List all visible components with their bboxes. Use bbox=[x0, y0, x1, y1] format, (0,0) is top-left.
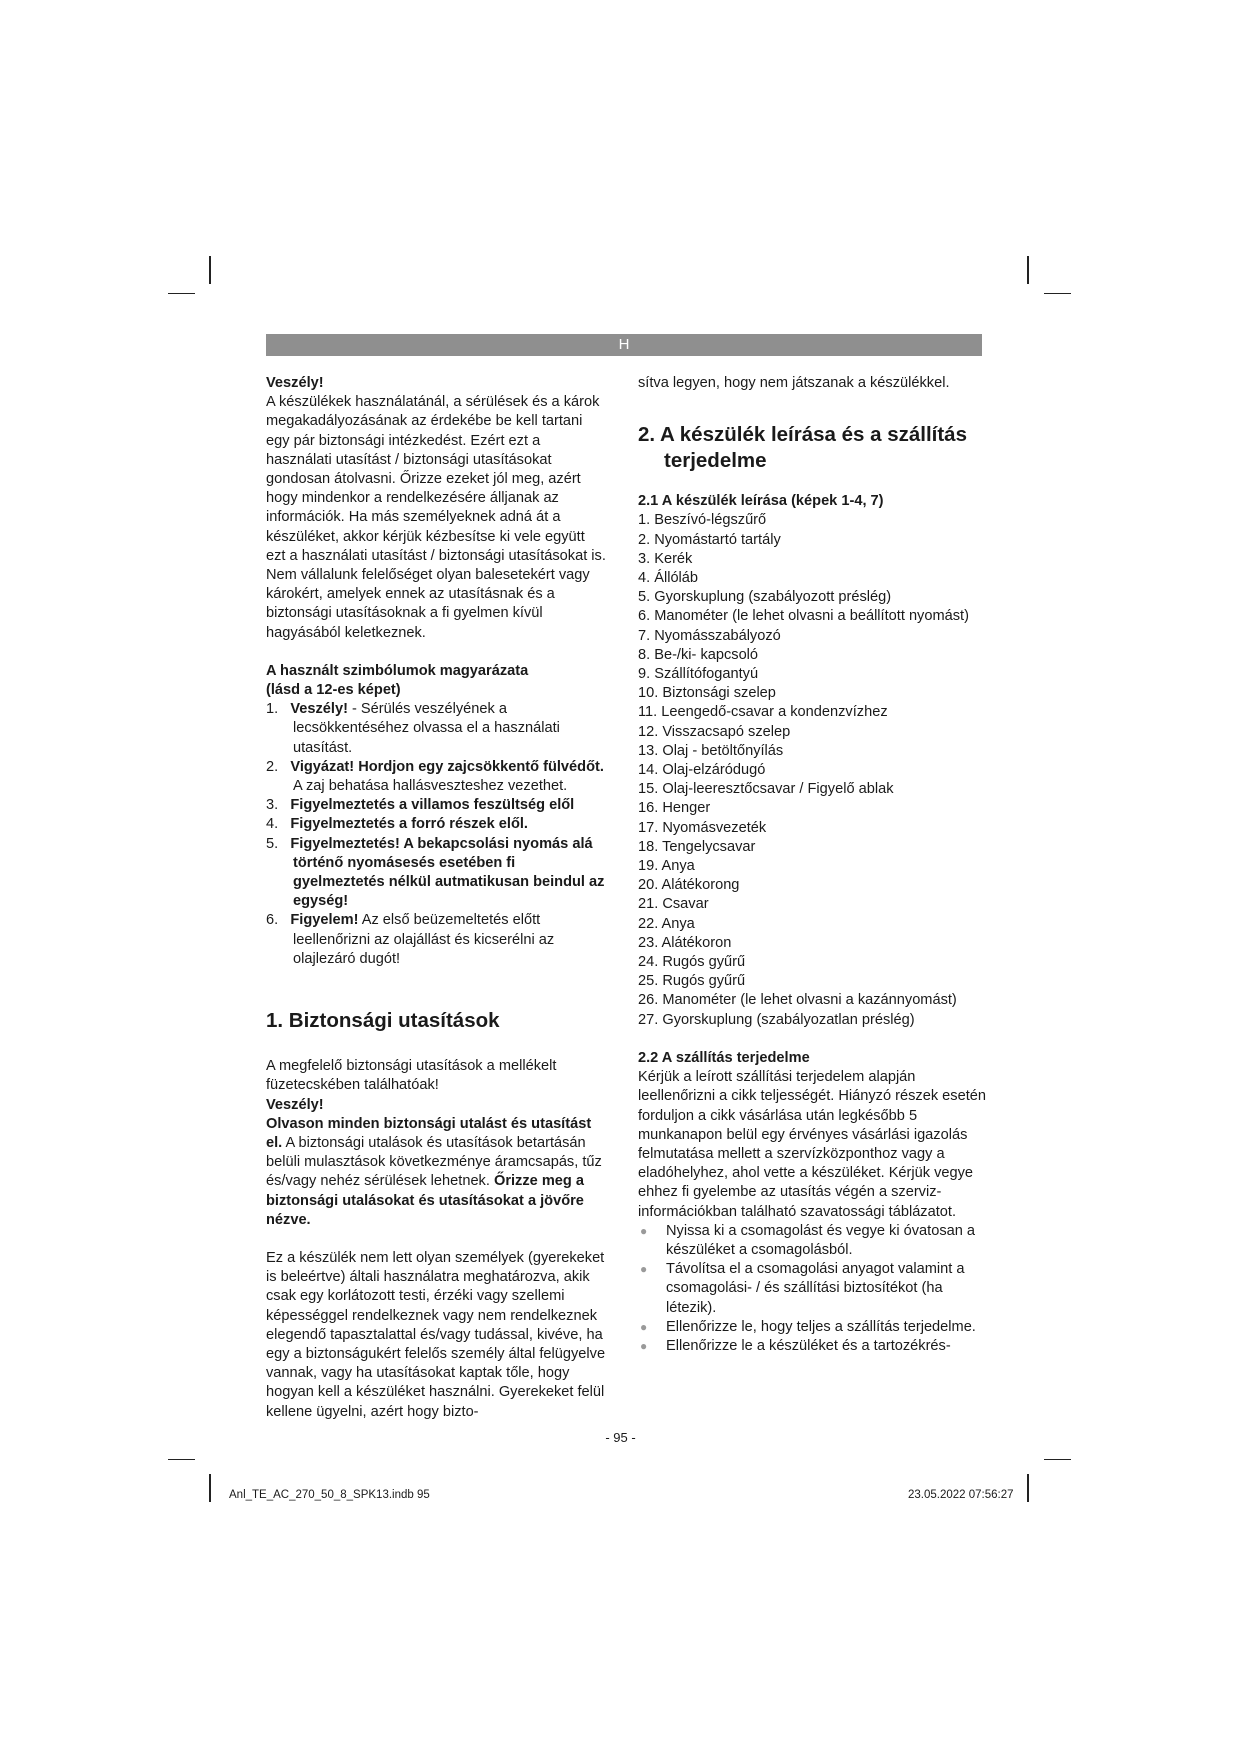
list-item: 14. Olaj-elzáródugó bbox=[638, 762, 766, 779]
item-bold: Figyelmeztetés a villamos feszültség elől bbox=[290, 797, 575, 814]
bullet-text: Nyissa ki a csomagolást és vegye ki óvatosan a készüléket a csomagolásból. bbox=[666, 1222, 976, 1258]
bullet-icon: ● bbox=[640, 1319, 648, 1334]
footer-timestamp: 23.05.2022 07:56:27 bbox=[908, 1489, 1014, 1501]
s1-warning-paragraph bbox=[266, 1115, 606, 1230]
page-number: - 95 - bbox=[605, 1430, 636, 1445]
continuation-text: sítva legyen, hogy nem játszanak a készülékkel. bbox=[638, 375, 950, 391]
list-item: 20. Alátékorong bbox=[638, 877, 740, 894]
list-item: 10. Biztonsági szelep bbox=[638, 685, 776, 702]
danger-text: A készülékek használatánál, a sérülések és a károk megakadályozásának az érdekébe be kell tartani egy pár biztonsági intézkedést. Ezért ezt a használati utasítást / biztonsági utasításokat gondosan átolvasni. Őrizze ezeket jól meg, azért hogy mindenkor a rendelkezésére álljanak az információk. Ha más személyeknek adná át a készüléket, akkor kérjük kézbesítse ki vele együtt ezt a használati utasítást / biztonsági utasításokat is. Nem vállalunk felelőséget olyan balesetekért vagy károkért, amelyek ennek az utasításnak és a biztonsági utasításoknak a fi gyelmen kívül hagyásából keletkeznek. bbox=[266, 394, 606, 641]
list-item: 2. Nyomástartó tartály bbox=[638, 531, 781, 548]
crop-mark bbox=[209, 256, 211, 284]
list-item bbox=[638, 1337, 988, 1356]
list-item bbox=[638, 1318, 988, 1337]
list-item bbox=[266, 835, 606, 912]
symbols-title: A használt szimbólumok magyarázata bbox=[266, 662, 529, 679]
subsection-2-2-text: Kérjük a leírott szállítási terjedelem alapján leellenőrizni a cikk teljességét. Hiányzó részek esetén forduljon a cikk vásárlása után legkésőbb 5 munkanapon belül egy érvényes vásárlási igazolás felmutatása mellett a szervízközponthoz vagy a eladóhelyhez, ahol vette a készüléket. Kérjük vegye ehhez fi gyelembe az utasítás végén a szerviz-információkban található szavatossági táblázatot. bbox=[638, 1069, 986, 1220]
list-item bbox=[266, 758, 606, 796]
list-item bbox=[638, 1222, 988, 1260]
language-code: H bbox=[618, 336, 630, 353]
list-item: 18. Tengelycsavar bbox=[638, 838, 756, 855]
danger-title: Veszély! bbox=[266, 375, 324, 391]
parts-list bbox=[638, 511, 988, 1029]
item-bold: Veszély! bbox=[290, 701, 348, 718]
item-bold: Vigyázat! Hordjon egy zajcsökkentő fülvédőt. bbox=[290, 758, 604, 775]
s1-bold-1: Olvason minden biztonsági utalást és utasítást el. bbox=[266, 1115, 592, 1151]
bullet-icon: ● bbox=[640, 1223, 648, 1238]
crop-mark bbox=[1044, 293, 1071, 294]
list-item: 11. Leengedő-csavar a kondenzvízhez bbox=[638, 704, 888, 721]
item-text: A zaj behatása hallásveszteshez vezethet. bbox=[293, 778, 568, 795]
list-item: 13. Olaj - betöltőnyílás bbox=[638, 742, 784, 759]
crop-mark bbox=[1027, 256, 1029, 284]
crop-mark bbox=[209, 1474, 211, 1502]
unpacking-list bbox=[638, 1222, 988, 1356]
item-number: 1. bbox=[266, 701, 279, 718]
list-item: 23. Alátékoron bbox=[638, 934, 732, 951]
list-item bbox=[266, 815, 606, 834]
item-text: - Sérülés veszélyének a lecsökkentéséhez olvassa el a használati utasítást. bbox=[293, 701, 560, 756]
list-item: 5. Gyorskuplung (szabályozott préslég) bbox=[638, 589, 892, 606]
item-bold: Figyelmeztetés! A bekapcsolási nyomás alá történő nyomásesés esetében fi gyelmeztetés nélkül autmatikusan beindul az egység! bbox=[290, 835, 605, 910]
item-text: Az első beüzemeltetés előtt leellenőrizni az olajállást és kicserélni az olajlezáró dugót! bbox=[293, 912, 555, 967]
list-item: 17. Nyomásvezeték bbox=[638, 819, 767, 836]
list-item: 15. Olaj-leeresztőcsavar / Figyelő ablak bbox=[638, 781, 894, 798]
list-item bbox=[266, 796, 606, 815]
crop-mark bbox=[1044, 1459, 1071, 1460]
list-item bbox=[266, 911, 606, 969]
list-item bbox=[266, 700, 606, 758]
s1-bold-2: Őrizze meg a biztonsági utalásokat és utasításokat a jövőre nézve. bbox=[266, 1173, 584, 1228]
item-number: 5. bbox=[266, 835, 279, 852]
subsection-2-2-title: 2.2 A szállítás terjedelme bbox=[638, 1049, 810, 1066]
list-item bbox=[638, 1260, 988, 1318]
list-item: 4. Állóláb bbox=[638, 570, 699, 587]
item-number: 3. bbox=[266, 797, 279, 814]
list-item: 12. Visszacsapó szelep bbox=[638, 723, 791, 740]
footer-filename: Anl_TE_AC_270_50_8_SPK13.indb 95 bbox=[229, 1489, 430, 1501]
section-2-title-cont: terjedelme bbox=[664, 449, 767, 473]
bullet-icon: ● bbox=[640, 1338, 648, 1353]
crop-mark bbox=[1027, 1474, 1029, 1502]
s1-intro: A megfelelő biztonsági utasítások a mellékelt füzetecskében találhatóak! bbox=[266, 1058, 557, 1094]
item-number: 2. bbox=[266, 758, 279, 775]
list-item: 9. Szállítófogantyú bbox=[638, 666, 759, 683]
list-item: 21. Csavar bbox=[638, 896, 709, 913]
crop-mark bbox=[168, 293, 195, 294]
bullet-text: Ellenőrizze le, hogy teljes a szállítás terjedelme. bbox=[666, 1318, 976, 1335]
list-item: 1. Beszívó-légszűrő bbox=[638, 512, 767, 529]
item-number: 4. bbox=[266, 816, 279, 833]
list-item: 26. Manométer (le lehet olvasni a kazánnyomást) bbox=[638, 992, 957, 1009]
s1-persons-paragraph: Ez a készülék nem lett olyan személyek (gyerekeket is beleértve) általi használatra meghatározva, akik csak egy korlátozott testi, érzéki vagy szellemi képességgel rendelkeznek vagy nem rendelkeznek elegendő tapasztalattal és/vagy tudással, kivéve, ha egy a biztonságukért felelős személy által felügyelve vannak, vagy ha utasításokat kaptak tőle, hogy hogyan kell a készüléket használni. Gyerekeket felül kellene ügyelni, azért hogy bizto- bbox=[266, 1249, 606, 1420]
list-item: 3. Kerék bbox=[638, 550, 693, 567]
list-item: 7. Nyomásszabályozó bbox=[638, 627, 781, 644]
section-1-title: 1. Biztonsági utasítások bbox=[266, 1009, 500, 1033]
language-header-bar bbox=[266, 334, 982, 356]
section-2-title: 2. A készülék leírása és a szállítás bbox=[638, 423, 967, 447]
bullet-text: Ellenőrizze le a készüléket és a tartozékrés- bbox=[666, 1337, 951, 1354]
s1-danger-title: Veszély! bbox=[266, 1096, 324, 1113]
list-item: 19. Anya bbox=[638, 858, 695, 875]
item-bold: Figyelmeztetés a forró részek elől. bbox=[290, 816, 528, 833]
list-item: 6. Manométer (le lehet olvasni a beállított nyomást) bbox=[638, 608, 969, 625]
item-number: 6. bbox=[266, 912, 279, 929]
left-column bbox=[266, 374, 606, 1422]
symbols-subtitle: (lásd a 12-es képet) bbox=[266, 682, 401, 699]
list-item: 24. Rugós gyűrű bbox=[638, 954, 746, 971]
list-item: 27. Gyorskuplung (szabályozatlan préslég) bbox=[638, 1011, 915, 1028]
symbols-list bbox=[266, 700, 606, 969]
list-item: 22. Anya bbox=[638, 915, 695, 932]
s1-text-1: A biztonsági utalások és utasítások betartásán belüli mulasztások következménye áramcsapás, tűz és/vagy nehéz sérülések lehetnek. bbox=[266, 1134, 602, 1190]
right-column bbox=[638, 374, 988, 1356]
list-item: 16. Henger bbox=[638, 800, 711, 817]
crop-mark bbox=[168, 1459, 195, 1460]
subsection-2-1-title: 2.1 A készülék leírása (képek 1-4, 7) bbox=[638, 493, 884, 510]
list-item: 25. Rugós gyűrű bbox=[638, 973, 746, 990]
item-bold: Figyelem! bbox=[290, 912, 359, 929]
bullet-icon: ● bbox=[640, 1262, 648, 1277]
list-item: 8. Be-/ki- kapcsoló bbox=[638, 646, 759, 663]
bullet-text: Távolítsa el a csomagolási anyagot valamint a csomagolási- / és szállítási biztosítékot (ha létezik). bbox=[666, 1261, 965, 1316]
